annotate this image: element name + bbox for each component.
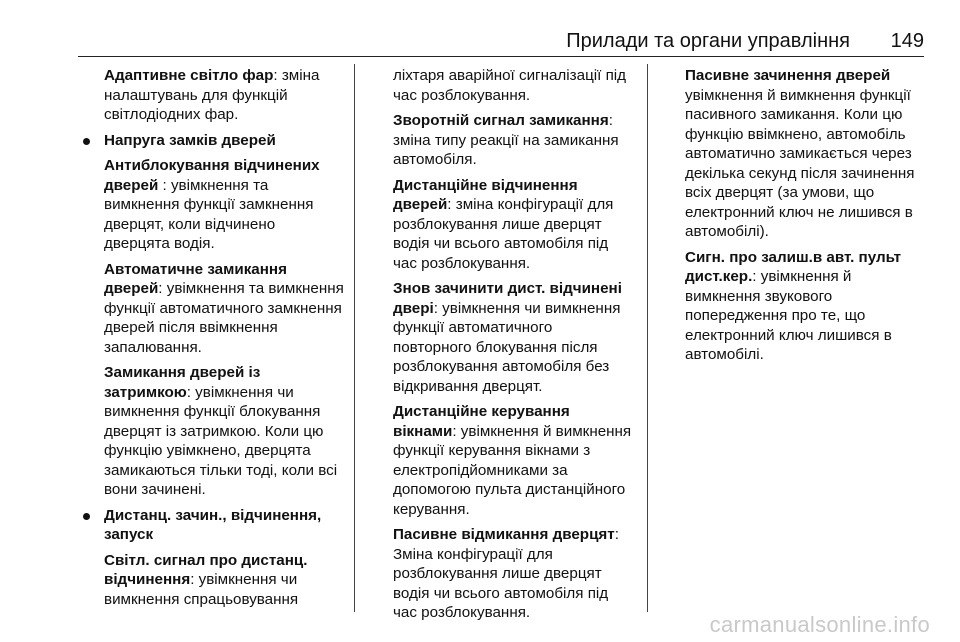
- column-divider-2: [647, 64, 648, 612]
- paragraph-relock: [393, 279, 634, 396]
- paragraph-lock-feedback: [393, 111, 634, 170]
- watermark: carmanualsonline.info: [709, 612, 930, 637]
- column-3: [661, 66, 926, 371]
- paragraph-anti-lockout: [104, 156, 345, 254]
- term: Автоматичне замикання дверей: [104, 260, 287, 297]
- paragraph-key-left-alert: [685, 248, 926, 365]
- page-header: [0, 0, 960, 58]
- bullet-label: Дистанц. зачин., відчинення, запуск: [104, 506, 322, 543]
- description: : увімкнення й вимкнення функції керування вікнами з електропідйомниками за допомогою пульта дистанційного керування.: [393, 422, 632, 518]
- description: : увімкнення й вимкнення звукового попередження про те, що електронний ключ лишився в автомобілі.: [685, 268, 892, 363]
- column-1: [80, 66, 345, 615]
- description: : увімкнення чи вимкнення спрацьовування: [104, 571, 299, 608]
- page-title: Прилади та органи управління: [566, 30, 850, 52]
- bullet-door-locks: [104, 131, 345, 151]
- paragraph-passive-lock: [685, 66, 926, 242]
- description: : увімкнення та вимкнення функції автоматичного замкнення дверей після ввімкнення запалювання.: [104, 280, 344, 356]
- page-number: 149: [890, 30, 924, 52]
- description: : зміна конфігурації для розблокування лише дверцят водія чи всього автомобіля під час розблокування.: [393, 196, 614, 272]
- paragraph-continued: [393, 66, 634, 105]
- description: : зміна типу реакції на замикання автомобіля.: [393, 112, 619, 168]
- paragraph-adaptive-headlights: [104, 66, 345, 125]
- term: Зворотній сигнал замикання: [393, 112, 609, 129]
- term: Замикання дверей із затримкою: [104, 364, 261, 401]
- description: : увімкнення та вимкнення функції замкнення дверцят, коли відчинено дверцята водія.: [104, 176, 314, 252]
- description: : увімкнення чи вимкнення функції автоматичного повторного блокування після розблокування автомобіля без відкривання дверцят.: [393, 299, 621, 395]
- term: Сигн. про залиш.в авт. пульт дист.кер.: [685, 248, 902, 285]
- term: Дистанційне відчинення дверей: [393, 176, 578, 213]
- column-divider-1: [354, 64, 355, 612]
- description: ліхтаря аварійної сигналізації під час розблокування.: [393, 67, 627, 104]
- term: Знов зачинити дист. відчинені двері: [393, 280, 622, 317]
- paragraph-passive-unlock: [393, 525, 634, 623]
- header-rule: [78, 56, 924, 57]
- term: Світл. сигнал про дистанц. відчинення: [104, 551, 308, 588]
- description: : зміна налаштувань для функцій світлодіодних фар.: [104, 67, 320, 123]
- paragraph-auto-locking: [104, 260, 345, 358]
- description: увімкнення й вимкнення функції пасивного замикання. Коли цю функцію ввімкнено, автомобіль автоматично замикається через декілька секунд після зачинення всіх дверцят (за умови, що електронний ключ не лишився в автомобілі).: [685, 86, 915, 240]
- term: Антиблокування відчинених дверей: [104, 157, 320, 194]
- bullet-remote-lock: [104, 506, 345, 545]
- paragraph-remote-unlock: [393, 176, 634, 274]
- column-2: [369, 66, 634, 629]
- description: : Зміна конфігурації для розблокування лише дверцят водія чи всього автомобіля під час розблокування.: [393, 526, 619, 621]
- paragraph-remote-unlock-light: [104, 551, 345, 610]
- term: Адаптивне світло фар: [104, 67, 274, 84]
- bullet-label: Напруга замків дверей: [104, 131, 276, 149]
- bullet-icon: [83, 513, 90, 520]
- term: Пасивне відмикання дверцят: [393, 526, 615, 543]
- term: Пасивне зачинення дверей: [685, 67, 891, 84]
- paragraph-remote-windows: [393, 402, 634, 519]
- paragraph-delayed-locking: [104, 363, 345, 500]
- term: Дистанційне керування вікнами: [393, 403, 570, 440]
- bullet-icon: [83, 138, 90, 145]
- description: : увімкнення чи вимкнення функції блокування дверцят із затримкою. Коли цю функцію увімкнено, дверцята замикаються тільки тоді, коли всі вони зачинені.: [104, 383, 338, 498]
